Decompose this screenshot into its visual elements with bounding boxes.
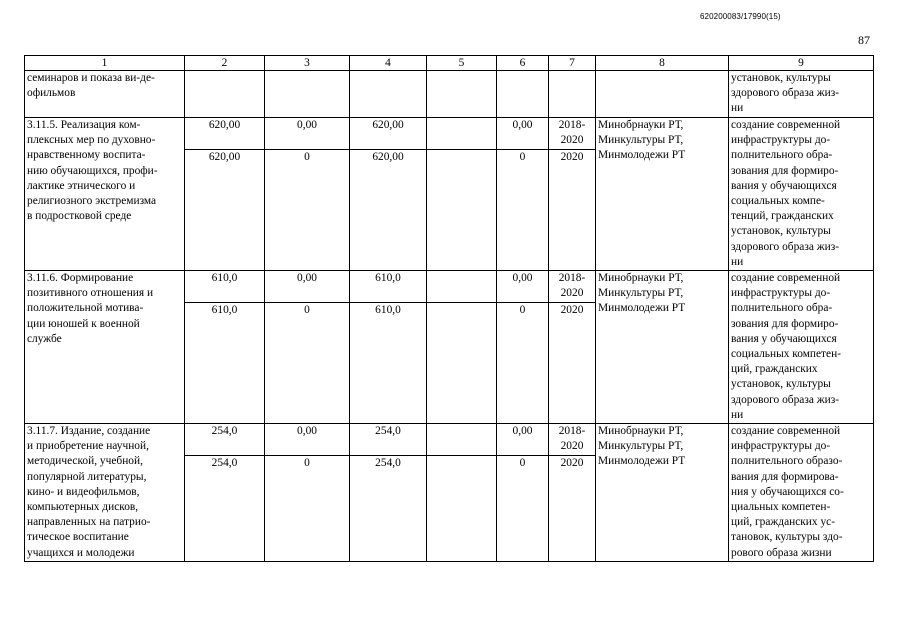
column-numbers-row: [25, 56, 874, 71]
program-table: [24, 55, 874, 562]
empty-cell: [185, 71, 265, 118]
col-header-6: 6: [497, 56, 549, 71]
continuation-measure: семинаров и показа ви-де- офильмов: [25, 71, 185, 118]
amount-col4: 254,0: [350, 424, 427, 456]
amount-total: 254,0: [185, 455, 265, 561]
amount-col3: 0,00: [265, 424, 350, 456]
empty-cell: [350, 71, 427, 118]
amount-total: 620,00: [185, 118, 265, 150]
table-row: [25, 271, 874, 303]
period: 2018- 2020: [549, 118, 596, 150]
amount-col6: 0,00: [497, 118, 549, 150]
period: 2020: [549, 150, 596, 271]
expected-result: создание современной инфраструктуры до- полнительного обра- зования для формиро- вания у обучающихся социальных компе- тенций, гражданских установок, культуры здорового образа жиз- ни: [729, 118, 874, 271]
period: 2020: [549, 455, 596, 561]
empty-cell: [497, 71, 549, 118]
amount-col5: [427, 271, 497, 303]
expected-result: создание современной инфраструктуры до- полнительного образо- вания для формирова- ния у обучающихся со- циальных компетен- ций, гражданских ус- тановок, культуры здо- рового образа жизни: [729, 424, 874, 562]
amount-total: 610,0: [185, 303, 265, 424]
page-number: 87: [858, 33, 870, 47]
measure-name: 3.11.7. Издание, создание и приобретение научной, методической, учебной, популярной литературы, кино- и видеофильмов, компьютерных дисков, направленных на патрио- тическое воспитание учащихся и молодежи: [25, 424, 185, 562]
amount-col6: 0,00: [497, 424, 549, 456]
amount-col6: 0: [497, 455, 549, 561]
amount-col3: 0: [265, 303, 350, 424]
empty-cell: [427, 71, 497, 118]
continuation-result: установок, культуры здорового образа жиз- ни: [729, 71, 874, 118]
measure-name: 3.11.6. Формирование позитивного отношения и положительной мотива- ции юношей к военной службе: [25, 271, 185, 424]
col-header-4: 4: [350, 56, 427, 71]
col-header-7: 7: [549, 56, 596, 71]
amount-col4: 610,0: [350, 271, 427, 303]
amount-col3: 0,00: [265, 271, 350, 303]
col-header-2: 2: [185, 56, 265, 71]
amount-col6: 0: [497, 303, 549, 424]
continuation-row: [25, 71, 874, 118]
document-code: 620200083/17990(15): [700, 12, 781, 21]
col-header-5: 5: [427, 56, 497, 71]
amount-col3: 0,00: [265, 118, 350, 150]
amount-col4: 620,00: [350, 150, 427, 271]
amount-col3: 0: [265, 150, 350, 271]
amount-col4: 610,0: [350, 303, 427, 424]
empty-cell: [265, 71, 350, 118]
table-row: [25, 118, 874, 150]
period: 2018- 2020: [549, 424, 596, 456]
amount-col3: 0: [265, 455, 350, 561]
amount-col6: 0,00: [497, 271, 549, 303]
amount-total: 610,0: [185, 271, 265, 303]
executors: Минобрнауки РТ, Минкультуры РТ, Минмолодежи РТ: [596, 118, 729, 271]
col-header-3: 3: [265, 56, 350, 71]
amount-total: 620,00: [185, 150, 265, 271]
amount-col5: [427, 455, 497, 561]
executors: Минобрнауки РТ, Минкультуры РТ, Минмолодежи РТ: [596, 271, 729, 424]
amount-col5: [427, 303, 497, 424]
col-header-9: 9: [729, 56, 874, 71]
empty-cell: [549, 71, 596, 118]
period: 2018- 2020: [549, 271, 596, 303]
table-row: [25, 424, 874, 456]
col-header-1: 1: [25, 56, 185, 71]
measure-name: 3.11.5. Реализация ком- плексных мер по духовно- нравственному воспита- нию обучающихся, профи- лактике этнического и религиозного экстремизма в подростковой среде: [25, 118, 185, 271]
amount-col4: 620,00: [350, 118, 427, 150]
executors: Минобрнауки РТ, Минкультуры РТ, Минмолодежи РТ: [596, 424, 729, 562]
amount-col6: 0: [497, 150, 549, 271]
amount-col5: [427, 118, 497, 150]
empty-cell: [596, 71, 729, 118]
amount-col5: [427, 424, 497, 456]
col-header-8: 8: [596, 56, 729, 71]
amount-col5: [427, 150, 497, 271]
expected-result: создание современной инфраструктуры до- полнительного обра- зования для формиро- вания у обучающихся социальных компетен- ций, гражданских установок, культуры здорового образа жиз- ни: [729, 271, 874, 424]
amount-total: 254,0: [185, 424, 265, 456]
period: 2020: [549, 303, 596, 424]
amount-col4: 254,0: [350, 455, 427, 561]
